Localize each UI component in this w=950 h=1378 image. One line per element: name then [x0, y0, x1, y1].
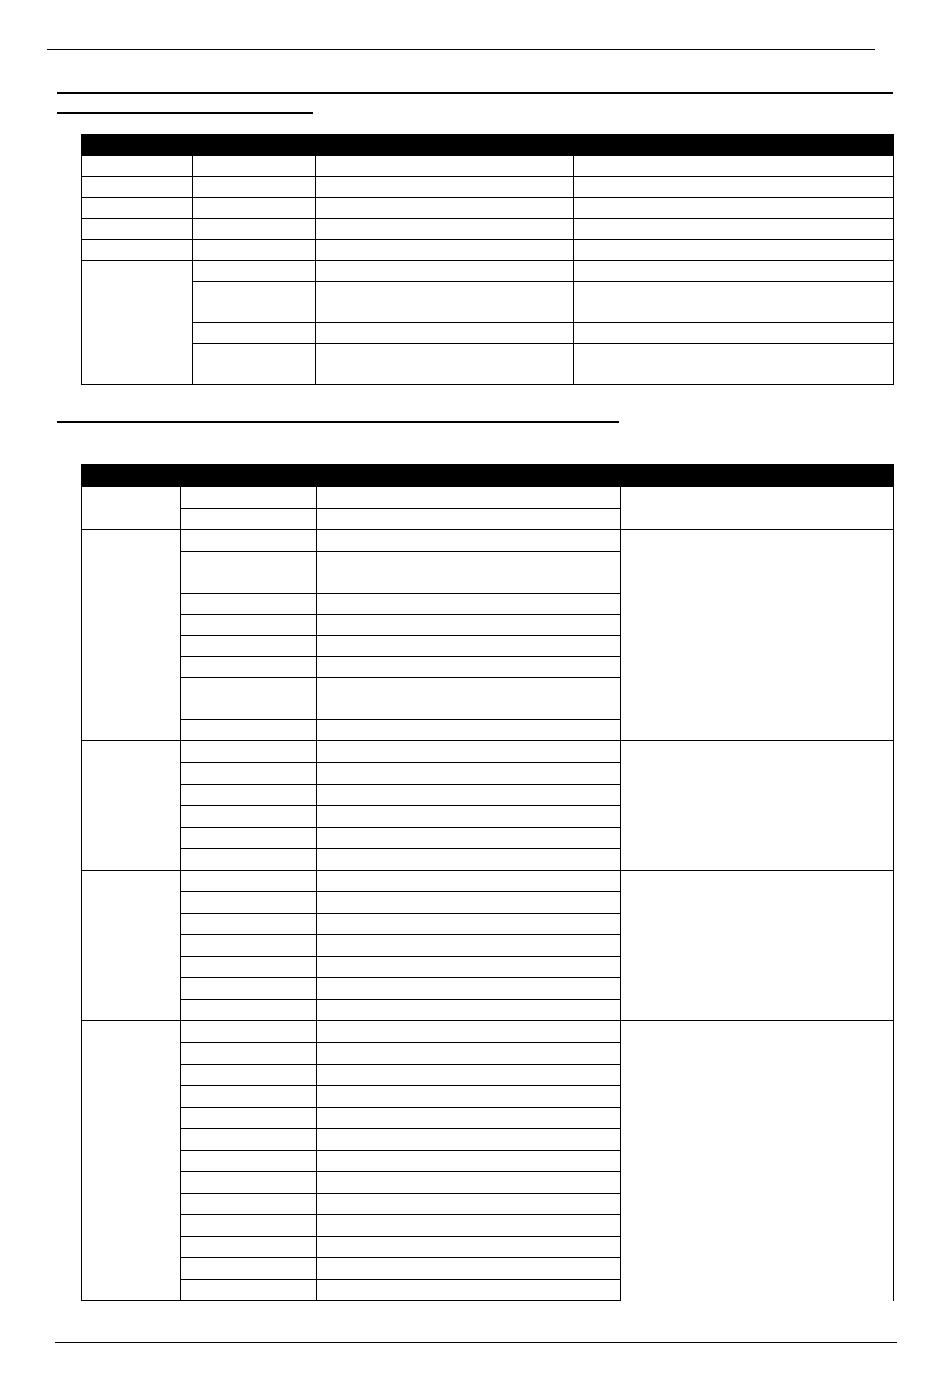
table-cell — [574, 282, 894, 323]
table-cell — [181, 1129, 317, 1151]
table-cell — [181, 914, 317, 935]
table-row — [82, 487, 894, 509]
table-cell — [193, 323, 316, 344]
table-cell — [317, 914, 621, 935]
table-cell — [181, 1258, 317, 1280]
table-cell — [181, 892, 317, 914]
table-cell — [317, 785, 621, 806]
table-cell — [317, 849, 621, 871]
table-cell — [316, 219, 574, 240]
table-cell — [574, 261, 894, 282]
table-cell — [181, 1000, 317, 1021]
table-group-description — [621, 1021, 894, 1301]
table-row — [82, 530, 894, 552]
table-cell — [82, 240, 193, 261]
table-cell — [317, 509, 621, 530]
table-cell — [82, 198, 193, 219]
table-2-header-cell — [621, 465, 894, 487]
table-cell — [317, 1215, 621, 1237]
table-cell — [317, 1065, 621, 1086]
table-cell — [193, 198, 316, 219]
table-cell — [181, 1194, 317, 1215]
table-1-header-cell — [82, 135, 316, 156]
table-cell — [82, 156, 193, 177]
table-cell — [181, 720, 317, 741]
table-cell — [317, 1129, 621, 1151]
table-row — [82, 240, 894, 261]
table-group-description — [621, 741, 894, 871]
table-2-header-cell — [181, 465, 317, 487]
table-cell — [317, 720, 621, 741]
table-cell — [181, 1172, 317, 1194]
section1-heading-underline — [57, 112, 313, 114]
table-cell — [317, 1151, 621, 1172]
table-cell — [193, 344, 316, 385]
table-group-cell — [82, 487, 181, 530]
section1-top-rule — [57, 92, 893, 94]
table-cell — [574, 219, 894, 240]
table-cell — [316, 344, 574, 385]
table-cell — [181, 636, 317, 657]
table-cell — [317, 1194, 621, 1215]
table-cell — [317, 892, 621, 914]
table-1-header-row — [82, 135, 894, 156]
table-group-cell — [82, 871, 181, 1021]
table-2-header-cell — [82, 465, 181, 487]
table-cell — [317, 487, 621, 509]
table-cell — [181, 1043, 317, 1065]
table-cell — [181, 806, 317, 828]
table-cell — [181, 828, 317, 849]
table-cell — [181, 1280, 317, 1301]
table-cell — [193, 261, 316, 282]
table-cell — [316, 156, 574, 177]
table-row — [82, 261, 894, 282]
table-cell — [193, 240, 316, 261]
table-row — [82, 177, 894, 198]
table-cell — [317, 552, 621, 594]
table-row — [82, 282, 894, 323]
table-cell — [574, 344, 894, 385]
table-cell — [193, 282, 316, 323]
table-cell — [181, 871, 317, 892]
header-rule — [47, 49, 875, 50]
table-cell — [317, 828, 621, 849]
table-cell — [193, 177, 316, 198]
table-row — [82, 344, 894, 385]
table-cell — [181, 849, 317, 871]
table-row — [82, 741, 894, 763]
table-cell — [317, 657, 621, 678]
section2-heading-underline — [57, 421, 619, 423]
table-cell — [181, 1151, 317, 1172]
table-group-description — [621, 530, 894, 741]
table-cell — [574, 198, 894, 219]
table-1-header-cell — [574, 135, 894, 156]
table-cell — [181, 487, 317, 509]
table-cell — [181, 509, 317, 530]
table-cell — [181, 1065, 317, 1086]
table-cell — [317, 871, 621, 892]
table-cell — [317, 1258, 621, 1280]
table-cell — [316, 323, 574, 344]
table-row — [82, 156, 894, 177]
table-cell — [317, 1172, 621, 1194]
table-cell — [317, 1086, 621, 1108]
table-cell-merged — [82, 261, 193, 385]
table-cell — [317, 530, 621, 552]
table-cell — [317, 1280, 621, 1301]
table-cell — [317, 678, 621, 720]
table-row — [82, 198, 894, 219]
table-cell — [574, 177, 894, 198]
table-cell — [574, 240, 894, 261]
table-cell — [181, 1086, 317, 1108]
table-cell — [317, 594, 621, 615]
table-cell — [317, 1000, 621, 1021]
table-cell — [181, 1237, 317, 1258]
table-cell — [317, 763, 621, 785]
table-cell — [181, 978, 317, 1000]
table-cell — [316, 240, 574, 261]
table-row — [82, 1021, 894, 1043]
table-cell — [82, 219, 193, 240]
table-1 — [81, 134, 894, 385]
table-group-description — [621, 871, 894, 1021]
table-1-header-cell — [316, 135, 574, 156]
table-row — [82, 323, 894, 344]
table-cell — [317, 957, 621, 978]
table-cell — [317, 1108, 621, 1129]
table-cell — [181, 552, 317, 594]
table-group-description — [621, 487, 894, 530]
table-cell — [317, 1043, 621, 1065]
table-cell — [181, 935, 317, 957]
table-cell — [181, 741, 317, 763]
table-cell — [317, 935, 621, 957]
table-group-cell — [82, 741, 181, 871]
table-cell — [316, 198, 574, 219]
table-group-cell — [82, 530, 181, 741]
table-cell — [574, 156, 894, 177]
table-cell — [181, 1021, 317, 1043]
table-2-header-row — [82, 465, 894, 487]
table-cell — [181, 678, 317, 720]
table-cell — [181, 594, 317, 615]
table-cell — [193, 156, 316, 177]
table-cell — [181, 1215, 317, 1237]
table-row — [82, 219, 894, 240]
table-cell — [316, 261, 574, 282]
table-2-header-cell — [317, 465, 621, 487]
table-cell — [82, 177, 193, 198]
table-cell — [181, 530, 317, 552]
footer-rule — [55, 1342, 897, 1343]
table-cell — [181, 763, 317, 785]
table-cell — [317, 1237, 621, 1258]
table-cell — [193, 219, 316, 240]
table-cell — [181, 1108, 317, 1129]
table-cell — [181, 957, 317, 978]
table-cell — [316, 282, 574, 323]
table-cell — [317, 741, 621, 763]
table-cell — [317, 1021, 621, 1043]
table-cell — [317, 615, 621, 636]
table-cell — [317, 978, 621, 1000]
table-cell — [181, 657, 317, 678]
table-cell — [181, 615, 317, 636]
table-2 — [81, 464, 894, 1301]
table-cell — [317, 806, 621, 828]
table-row — [82, 871, 894, 892]
table-cell — [317, 636, 621, 657]
table-cell — [574, 323, 894, 344]
table-cell — [316, 177, 574, 198]
table-cell — [181, 785, 317, 806]
table-group-cell — [82, 1021, 181, 1301]
